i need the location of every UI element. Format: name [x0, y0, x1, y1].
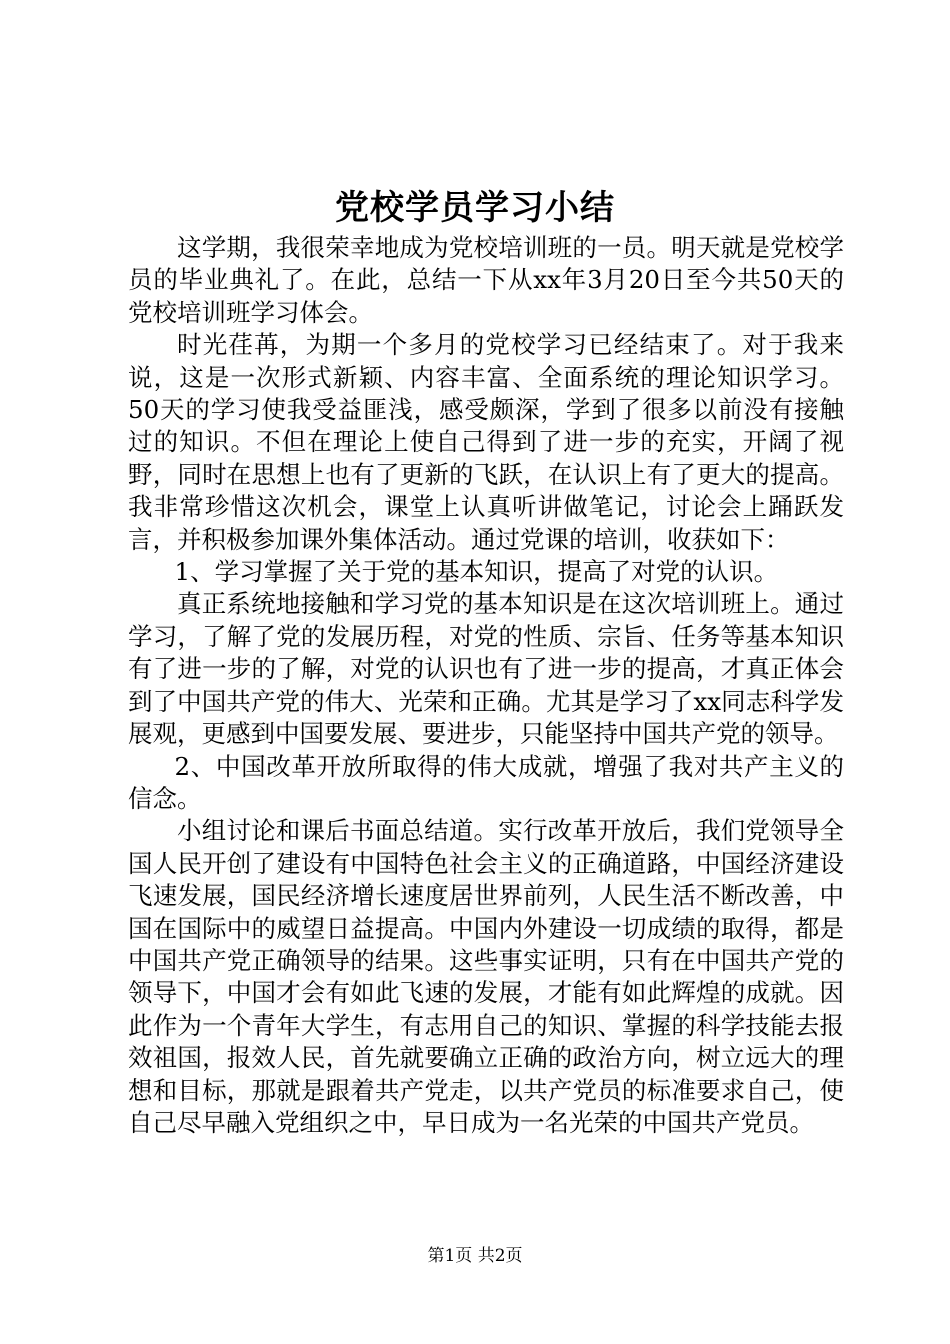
paragraph-heading-1: 1、学习掌握了关于党的基本知识，提高了对党的认识。: [174, 557, 779, 587]
page-title: 党校学员学习小结: [335, 188, 615, 228]
page-footer: 第1页 共2页: [427, 1246, 523, 1266]
document-body: [128, 232, 844, 1139]
paragraph-intro: 这学期，我很荣幸地成为党校培训班的一员。明天就是党校学员的毕业典礼了。在此，总结一下从xx年3月20日至今共50天的党校培训班学习体会。: [128, 233, 844, 327]
paragraph-summary: 时光荏苒，为期一个多月的党校学习已经结束了。对于我来说，这是一次形式新颖、内容丰富、全面系统的理论知识学习。50天的学习使我受益匪浅，感受颇深，学到了很多以前没有接触过的知识。不但在理论上使自己得到了进一步的充实，开阔了视野，同时在思想上也有了更新的飞跃，在认识上有了更大的提高。我非常珍惜这次机会，课堂上认真听讲做笔记，讨论会上踊跃发言，并积极参加课外集体活动。通过党课的培训，收获如下：: [128, 330, 844, 554]
paragraph-party-knowledge: 真正系统地接触和学习党的基本知识是在这次培训班上。通过学习，了解了党的发展历程，对党的性质、宗旨、任务等基本知识有了进一步的了解，对党的认识也有了进一步的提高，才真正体会到了中国共产党的伟大、光荣和正确。尤其是学习了xx同志科学发展观，更感到中国要发展、要进步，只能坚持中国共产党的领导。: [128, 589, 844, 749]
paragraph-heading-2: 2、中国改革开放所取得的伟大成就，增强了我对共产主义的信念。: [128, 751, 844, 813]
paragraph-reform: 小组讨论和课后书面总结道。实行改革开放后，我们党领导全国人民开创了建设有中国特色社会主义的正确道路，中国经济建设飞速发展，国民经济增长速度居世界前列，人民生活不断改善，中国在国际中的威望日益提高。中国内外建设一切成绩的取得，都是中国共产党正确领导的结果。这些事实证明，只有在中国共产党的领导下，中国才会有如此飞速的发展，才能有如此辉煌的成就。因此作为一个青年大学生，有志用自己的知识、掌握的科学技能去报效祖国，报效人民，首先就要确立正确的政治方向，树立远大的理想和目标，那就是跟着共产党走，以共产党员的标准要求自己，使自己尽早融入党组织之中，早日成为一名光荣的中国共产党员。: [128, 816, 844, 1137]
